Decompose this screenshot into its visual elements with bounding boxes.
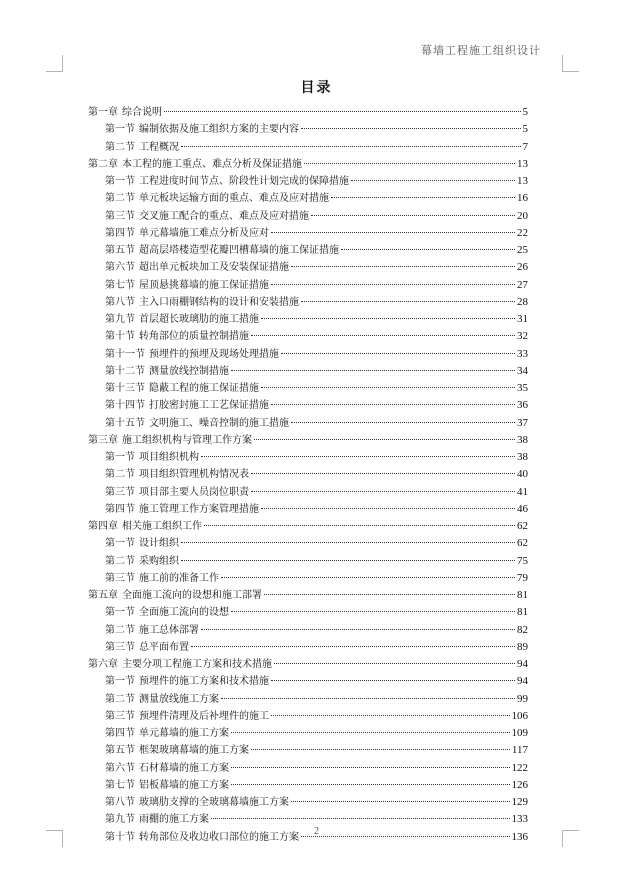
entry-page-number: 46 [517, 502, 528, 515]
dot-leader [221, 698, 515, 699]
entry-number: 第三节 [105, 710, 135, 722]
entry-page-number: 62 [517, 520, 528, 532]
dot-leader [181, 146, 521, 147]
entry-title: 转角部位及收边收口部位的施工方案 [139, 831, 299, 843]
entry-page-number: 27 [517, 278, 528, 291]
entry-number: 第三节 [105, 572, 135, 584]
entry-number: 第四节 [105, 227, 135, 239]
entry-title: 主要分项工程施工方案和技术措施 [122, 659, 272, 670]
toc-chapter-entry[interactable] [88, 656, 528, 673]
dot-leader [251, 473, 515, 474]
entry-title: 文明施工、噪音控制的施工措施 [149, 417, 289, 429]
page-title: 目录 [300, 80, 333, 96]
dot-leader [231, 370, 515, 371]
entry-title: 铝板幕墙的施工方案 [139, 779, 229, 791]
entry-number: 第七节 [105, 779, 135, 791]
entry-title: 屋顶悬挑幕墙的施工保证措施 [139, 279, 269, 291]
entry-page-number: 13 [517, 157, 528, 170]
entry-number: 第二节 [105, 624, 135, 636]
entry-number: 第二节 [105, 693, 135, 705]
dot-leader [231, 732, 510, 733]
entry-title: 施工管理工作方案管理措施 [139, 503, 259, 515]
entry-page-number: 81 [517, 606, 528, 619]
toc-section-entry[interactable] [88, 277, 528, 294]
entry-number: 第二节 [105, 555, 135, 567]
entry-title: 全面施工流向的设想和施工部署 [122, 590, 262, 601]
entry-number: 第七节 [105, 279, 135, 291]
toc-section-entry[interactable] [88, 397, 528, 414]
entry-number: 第四节 [105, 503, 135, 515]
dot-leader [351, 180, 515, 181]
corner-mark-top-left [46, 55, 63, 72]
entry-number: 第六章 [88, 659, 118, 670]
dot-leader [291, 422, 515, 423]
toc-section-entry[interactable] [88, 622, 528, 639]
dot-leader [274, 663, 515, 664]
toc-section-entry[interactable] [88, 259, 528, 276]
entry-page-number: 36 [517, 399, 528, 412]
entry-title: 工程概况 [139, 141, 179, 153]
dot-leader [164, 111, 521, 112]
entry-title: 设计组织 [139, 538, 179, 550]
entry-number: 第一节 [105, 452, 135, 463]
dot-leader [251, 335, 515, 336]
entry-number: 第九节 [105, 814, 135, 826]
toc-section-entry[interactable] [88, 208, 528, 225]
entry-number: 第四节 [105, 728, 135, 739]
toc-section-entry[interactable] [88, 760, 528, 777]
dot-leader [341, 249, 515, 250]
entry-page-number: 37 [517, 416, 528, 429]
entry-page-number: 106 [511, 709, 528, 722]
toc-section-entry[interactable] [88, 742, 528, 759]
toc-section-entry[interactable] [88, 673, 528, 690]
entry-number: 第一节 [105, 176, 135, 187]
dot-leader [261, 387, 515, 388]
entry-number: 第十一节 [105, 348, 145, 360]
entry-page-number: 33 [517, 347, 528, 360]
entry-title: 总平面布置 [139, 641, 189, 653]
entry-title: 预埋件清理及后补埋件的施工 [139, 710, 269, 722]
entry-page-number: 31 [517, 313, 528, 325]
dot-leader [291, 801, 510, 802]
toc-section-entry[interactable] [88, 328, 528, 345]
dot-leader [261, 508, 515, 509]
dot-leader [301, 301, 515, 302]
toc-section-entry[interactable] [88, 708, 528, 725]
entry-title: 施工总体部署 [139, 624, 199, 636]
dot-leader [211, 818, 510, 819]
entry-number: 第四章 [88, 521, 118, 532]
toc-section-entry[interactable] [88, 604, 528, 621]
entry-page-number: 38 [517, 451, 528, 463]
dot-leader [311, 215, 515, 216]
entry-number: 第三节 [105, 641, 135, 653]
entry-title: 工程进度时间节点、阶段性计划完成的保障措施 [139, 176, 349, 187]
dot-leader [271, 284, 515, 285]
entry-title: 转角部位的质量控制措施 [139, 331, 249, 343]
entry-page-number: 35 [517, 382, 528, 394]
entry-page-number: 122 [511, 761, 528, 774]
entry-page-number: 126 [511, 778, 528, 791]
toc-section-entry[interactable] [88, 777, 528, 794]
entry-number: 第一节 [105, 676, 135, 688]
entry-page-number: 20 [517, 209, 528, 222]
entry-title: 单元幕墙的施工方案 [139, 728, 229, 739]
dot-leader [271, 404, 515, 405]
entry-page-number: 26 [517, 261, 528, 274]
entry-title: 综合说明 [122, 107, 162, 118]
entry-number: 第十二节 [105, 365, 145, 377]
toc-section-entry[interactable] [88, 242, 528, 259]
entry-number: 第六节 [105, 262, 135, 274]
entry-page-number: 94 [517, 658, 528, 670]
dot-leader [301, 128, 521, 129]
entry-number: 第二章 [88, 158, 118, 170]
entry-page-number: 62 [517, 537, 528, 550]
entry-number: 第五节 [105, 745, 135, 757]
entry-page-number: 41 [517, 485, 528, 498]
entry-title: 首层超长玻璃肋的施工措施 [139, 314, 259, 325]
toc-section-entry[interactable] [88, 449, 528, 466]
dot-leader [191, 646, 515, 647]
dot-leader [264, 594, 515, 595]
toc-chapter-entry[interactable] [88, 432, 528, 449]
entry-title: 相关施工组织工作 [122, 521, 202, 532]
entry-title: 采购组织 [139, 555, 179, 567]
entry-page-number: 25 [517, 244, 528, 256]
dot-leader [281, 353, 515, 354]
entry-title: 主入口雨棚钢结构的设计和安装措施 [139, 296, 299, 308]
toc-section-entry[interactable] [88, 225, 528, 242]
entry-page-number: 16 [517, 192, 528, 205]
entry-page-number: 82 [517, 623, 528, 636]
entry-page-number: 136 [511, 830, 528, 843]
dot-leader [181, 542, 515, 543]
corner-mark-top-right [562, 55, 579, 72]
toc-section-entry[interactable] [88, 484, 528, 501]
entry-page-number: 7 [522, 140, 528, 153]
entry-title: 本工程的施工重点、难点分析及保证措施 [122, 158, 302, 170]
toc-section-entry[interactable] [88, 380, 528, 397]
entry-page-number: 5 [522, 106, 528, 118]
entry-number: 第十五节 [105, 417, 145, 429]
entry-number: 第八节 [105, 296, 135, 308]
entry-title: 雨棚的施工方案 [139, 814, 209, 826]
toc-chapter-entry[interactable] [88, 156, 528, 173]
toc-section-entry[interactable] [88, 346, 528, 363]
dot-leader [271, 232, 515, 233]
entry-number: 第二节 [105, 469, 135, 481]
dot-leader [254, 439, 515, 440]
entry-page-number: 5 [522, 123, 528, 136]
entry-page-number: 34 [517, 364, 528, 377]
entry-title: 框架玻璃幕墙的施工方案 [139, 745, 249, 757]
toc-section-entry[interactable] [88, 294, 528, 311]
toc-chapter-entry[interactable] [88, 587, 528, 604]
toc-section-entry[interactable] [88, 139, 528, 156]
toc-section-entry[interactable] [88, 173, 528, 190]
entry-number: 第九节 [105, 314, 135, 325]
entry-number: 第二节 [105, 193, 135, 205]
dot-leader [201, 456, 515, 457]
entry-page-number: 28 [517, 295, 528, 308]
entry-page-number: 117 [511, 744, 528, 757]
page-number: 2 [314, 826, 319, 837]
dot-leader [261, 318, 515, 319]
entry-title: 施工前的准备工作 [139, 572, 219, 584]
entry-number: 第三章 [88, 434, 118, 446]
dot-leader [271, 680, 515, 681]
entry-title: 单元幕墙施工难点分析及应对 [139, 227, 269, 239]
entry-title: 编制依据及施工组织方案的主要内容 [139, 124, 299, 136]
entry-title: 全面施工流向的设想 [139, 607, 229, 619]
toc-section-entry[interactable] [88, 691, 528, 708]
entry-page-number: 109 [511, 727, 528, 739]
entry-page-number: 89 [517, 640, 528, 653]
entry-title: 玻璃肋支撑的全玻璃幕墙施工方案 [139, 797, 289, 808]
dot-leader [181, 560, 515, 561]
entry-number: 第十四节 [105, 400, 145, 412]
dot-leader [231, 784, 510, 785]
toc-section-entry[interactable] [88, 794, 528, 811]
entry-title: 预埋件的预埋及现场处理措施 [149, 348, 279, 360]
entry-title: 交叉施工配合的重点、难点及应对措施 [139, 210, 309, 222]
entry-number: 第一节 [105, 538, 135, 550]
toc-chapter-entry[interactable] [88, 104, 528, 121]
entry-title: 测量放线施工方案 [139, 693, 219, 705]
entry-number: 第十节 [105, 831, 135, 843]
dot-leader [304, 163, 515, 164]
entry-title: 超高层塔楼造型花瓣凹槽幕墙的施工保证措施 [139, 245, 339, 256]
entry-number: 第一节 [105, 124, 135, 136]
entry-title: 超出单元板块加工及安装保证措施 [139, 262, 289, 274]
entry-title: 预埋件的施工方案和技术措施 [139, 676, 269, 688]
dot-leader [221, 577, 515, 578]
dot-leader [331, 197, 515, 198]
entry-page-number: 133 [511, 813, 528, 826]
toc-section-entry[interactable] [88, 363, 528, 380]
dot-leader [291, 266, 515, 267]
entry-page-number: 32 [517, 330, 528, 343]
entry-number: 第二节 [105, 141, 135, 153]
toc-section-entry[interactable] [88, 466, 528, 483]
entry-page-number: 38 [517, 433, 528, 446]
entry-number: 第八节 [105, 797, 135, 808]
entry-page-number: 99 [517, 692, 528, 705]
entry-title: 项目组织机构 [139, 452, 199, 463]
entry-title: 项目组织管理机构情况表 [139, 469, 249, 481]
entry-page-number: 94 [517, 675, 528, 688]
dot-leader [201, 629, 515, 630]
dot-leader [271, 715, 510, 716]
entry-title: 隐蔽工程的施工保证措施 [149, 383, 259, 394]
page-header: 幕墙工程施工组织设计 [421, 44, 541, 57]
toc-section-entry[interactable] [88, 535, 528, 552]
entry-page-number: 75 [517, 554, 528, 567]
table-of-contents [88, 104, 528, 846]
entry-title: 石材幕墙的施工方案 [139, 762, 229, 774]
entry-title: 施工组织机构与管理工作方案 [122, 434, 252, 446]
toc-section-entry[interactable] [88, 553, 528, 570]
entry-page-number: 81 [517, 589, 528, 601]
entry-number: 第三节 [105, 486, 135, 498]
toc-section-entry[interactable] [88, 311, 528, 328]
entry-page-number: 40 [517, 468, 528, 481]
entry-title: 项目部主要人员岗位职责 [139, 486, 249, 498]
entry-title: 打胶密封施工工艺保证措施 [149, 400, 269, 412]
toc-section-entry[interactable] [88, 570, 528, 587]
entry-page-number: 79 [517, 571, 528, 584]
entry-number: 第一节 [105, 607, 135, 619]
entry-number: 第一章 [88, 107, 118, 118]
entry-number: 第十节 [105, 331, 135, 343]
entry-number: 第十三节 [105, 383, 145, 394]
entry-number: 第五章 [88, 590, 118, 601]
toc-section-entry[interactable] [88, 639, 528, 656]
entry-number: 第六节 [105, 762, 135, 774]
toc-chapter-entry[interactable] [88, 518, 528, 535]
entry-number: 第五节 [105, 245, 135, 256]
entry-number: 第三节 [105, 210, 135, 222]
toc-section-entry[interactable] [88, 415, 528, 432]
dot-leader [231, 767, 510, 768]
toc-section-entry[interactable] [88, 190, 528, 207]
dot-leader [204, 525, 515, 526]
toc-section-entry[interactable] [88, 501, 528, 518]
entry-page-number: 22 [517, 226, 528, 239]
entry-title: 单元板块运输方面的重点、难点及应对措施 [139, 193, 329, 205]
toc-section-entry[interactable] [88, 725, 528, 742]
toc-section-entry[interactable] [88, 121, 528, 138]
dot-leader [251, 749, 510, 750]
entry-title: 测量放线控制措施 [149, 365, 229, 377]
entry-page-number: 13 [517, 175, 528, 187]
dot-leader [231, 611, 515, 612]
dot-leader [251, 491, 515, 492]
entry-page-number: 129 [511, 796, 528, 808]
